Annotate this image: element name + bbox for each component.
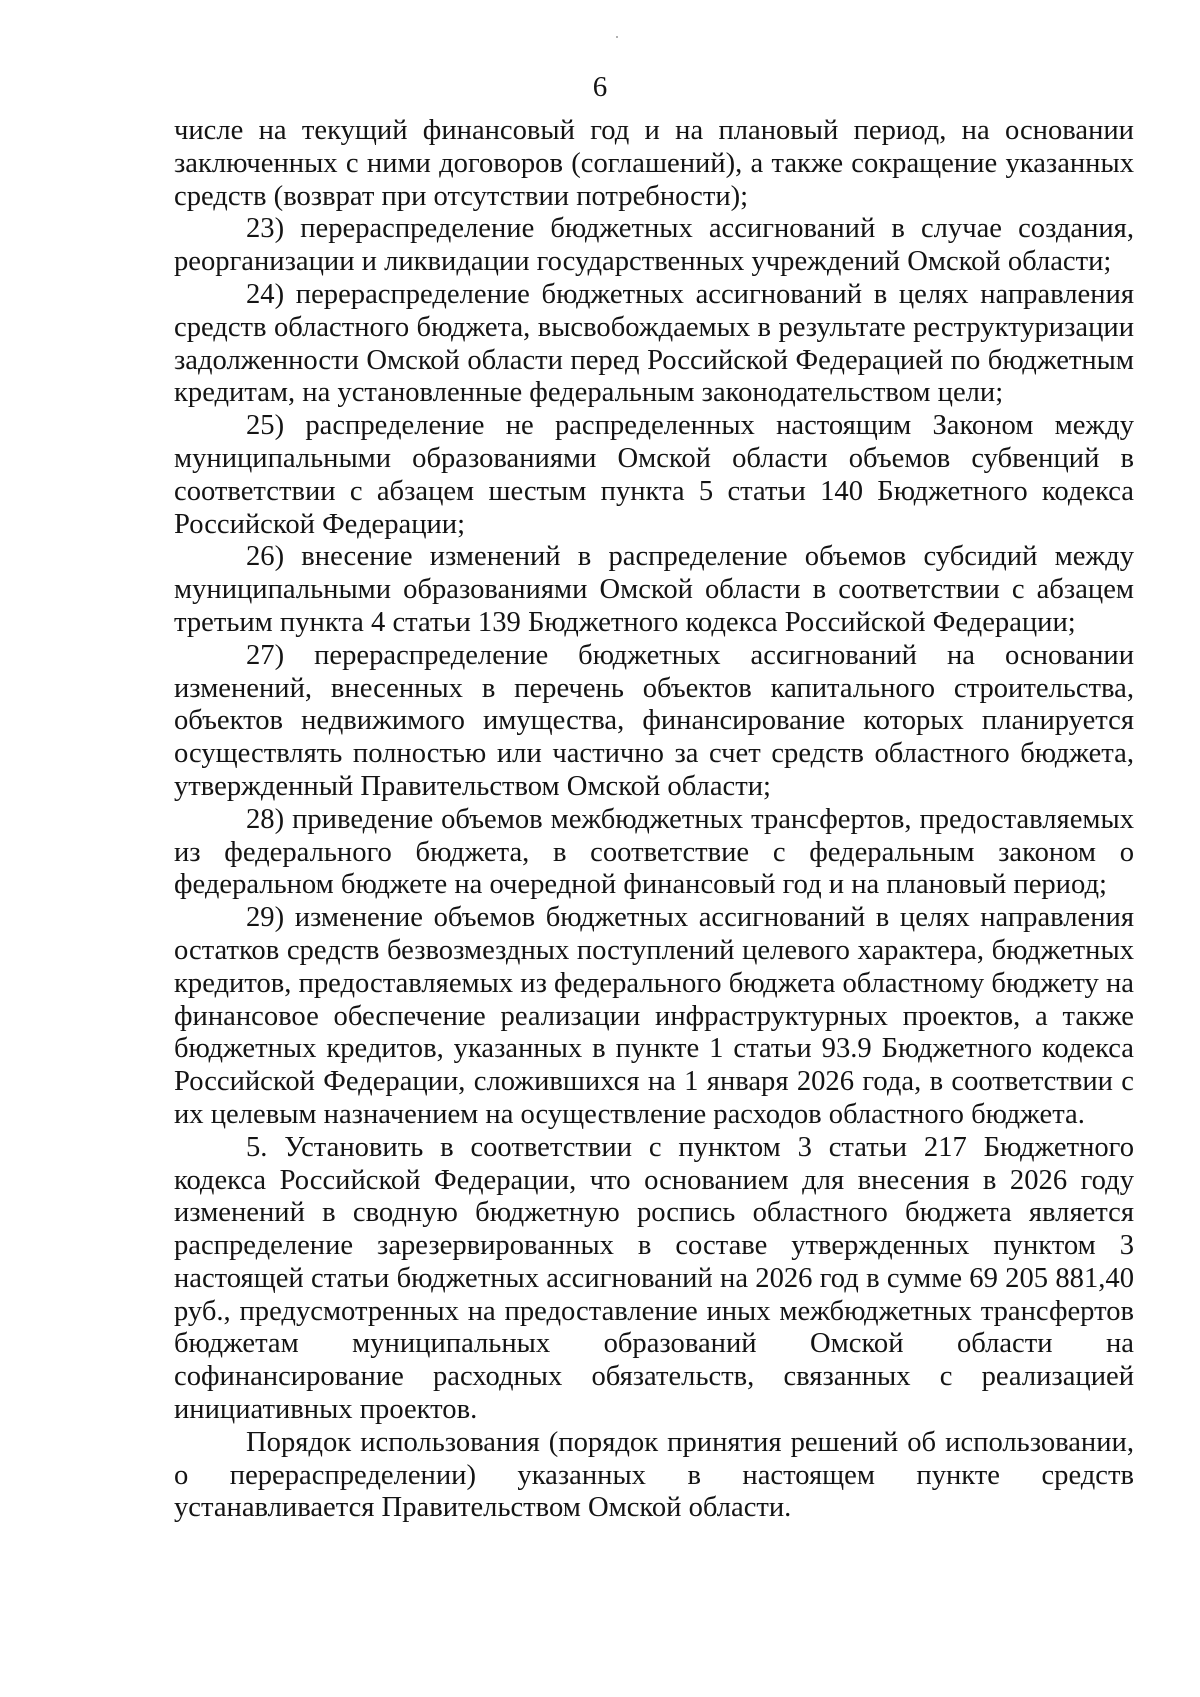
paragraph-item-28: 28) приведение объемов межбюджетных трансфертов, предоставляемых из федерального бюджета, в соответствие с федеральным законом о федеральном бюджете на очередной финансовый год и на плановый период; [174, 803, 1134, 901]
paragraph-item-27: 27) перераспределение бюджетных ассигнований на основании изменений, внесенных в перечень объектов капитального строительства, объектов недвижимого имущества, финансирование которых планируется осуществлять полностью или частично за счет средств областного бюджета, утвержденный Правительством Омской области; [174, 639, 1134, 802]
paragraph-item-26: 26) внесение изменений в распределение объемов субсидий между муниципальными образованиями Омской области в соответствии с абзацем третьим пункта 4 статьи 139 Бюджетного кодекса Российской Федерации; [174, 541, 1134, 638]
document-body [174, 115, 1134, 1525]
paragraph-point-5: 5. Установить в соответствии с пунктом 3 статьи 217 Бюджетного кодекса Российской Федерации, что основанием для внесения в 2026 году изменений в сводную бюджетную роспись областного бюджета является распределение зарезервированных в составе утвержденных пунктом 3 настоящей статьи бюджетных ассигнований на 2026 год в сумме 69 205 881,40 руб., предусмотренных на предоставление иных межбюджетных трансфертов бюджетам муниципальных образований Омской области на софинансирование расходных обязательств, связанных с реализацией инициативных проектов. [174, 1131, 1134, 1426]
paragraph-continuation: числе на текущий финансовый год и на плановый период, на основании заключенных с ними договоров (соглашений), а также сокращение указанных средств (возврат при отсутствии потребности); [174, 115, 1134, 212]
paragraph-item-29: 29) изменение объемов бюджетных ассигнований в целях направления остатков средств безвозмездных поступлений целевого характера, бюджетных кредитов, предоставляемых из федерального бюджета областному бюджету на финансовое обеспечение реализации инфраструктурных проектов, а также бюджетных кредитов, указанных в пункте 1 статьи 93.9 Бюджетного кодекса Российской Федерации, сложившихся на 1 января 2026 года, в соответствии с их целевым назначением на осуществление расходов областного бюджета. [174, 902, 1134, 1130]
paragraph-procedure: Порядок использования (порядок принятия решений об использовании, о перераспределении) указанных в настоящем пункте средств устанавливается Правительством Омской области. [174, 1426, 1134, 1524]
paragraph-item-25: 25) распределение не распределенных настоящим Законом между муниципальными образованиями Омской области объемов субвенций в соответствии с абзацем шестым пункта 5 статьи 140 Бюджетного кодекса Российской Федерации; [174, 410, 1134, 540]
scan-speck [616, 36, 618, 38]
paragraph-item-23: 23) перераспределение бюджетных ассигнований в случае создания, реорганизации и ликвидации государственных учреждений Омской области; [174, 213, 1134, 278]
paragraph-item-24: 24) перераспределение бюджетных ассигнований в целях направления средств областного бюджета, высвобождаемых в результате реструктуризации задолженности Омской области перед Российской Федерацией по бюджетным кредитам, на установленные федеральным законодательством цели; [174, 278, 1134, 409]
page-number: 6 [592, 71, 608, 103]
